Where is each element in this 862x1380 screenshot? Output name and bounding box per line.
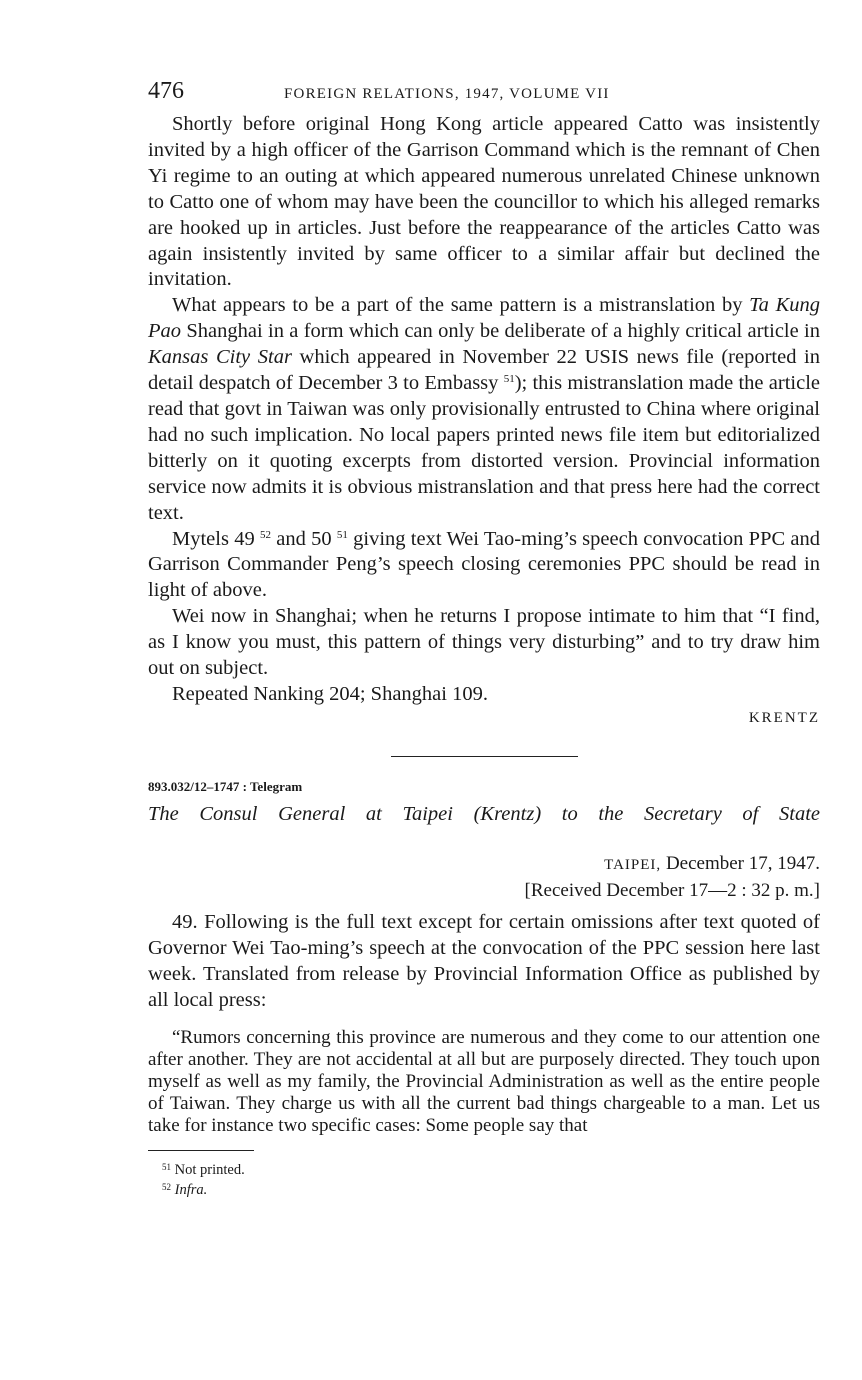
footnote-number: 52 [162,1182,171,1193]
signature: KRENTZ [748,709,820,726]
paragraph: Wei now in Shanghai; when he returns I propose intimate to him that “I find, as I know you must, this pattern of things very disturbing” and to try draw him out on subject. [148,605,820,680]
text-run: which appeared in November 22 USIS news file (reported in detail despatch of December 3 to Embassy [148,346,820,395]
paragraph: “Rumors concerning this province are numerous and they come to our attention one after another. They are not accidental at all but are purposely directed. They touch upon myself as well as my family, the Provincial Administration as well as the entire people of Taiwan. They charge us with all the current bad things chargeable to a man. Let us take for instance two specific cases: Some people say that [148,1027,820,1136]
text-run: Shanghai in a form which can only be deliberate of a highly critical article in [181,320,820,343]
place: TAIPEI, [604,856,662,873]
newspaper-name: Kansas City Star [148,346,292,369]
footnote [162,1159,820,1179]
footnote-text: Infra. [174,1182,208,1199]
newspaper-name: Ta Kung Pao [148,294,820,343]
date: December 17, 1947. [665,852,820,874]
footnote-number: 51 [162,1162,171,1173]
telegram-body-continued [148,112,820,708]
page-number: 476 [148,78,184,104]
paragraph: 49. Following is the full text except for certain omissions after text quoted of Governor Wei Tao-ming’s speech at the convocation of the PPC session here last week. Translated from release by Provincial Information Office as published by all local press: [148,910,820,1011]
telegram-body [148,910,820,1014]
footnote-divider [148,1150,254,1151]
text-run: What appears to be a part of the same pattern is a mistranslation by [172,294,750,317]
footnote-ref[interactable]: 51 [503,373,515,386]
document-title: The Consul General at Taipei (Krentz) to the Secretary of State [148,802,820,825]
footnote-text: Not printed. [174,1162,245,1179]
footnote-ref[interactable]: 51 [336,528,348,541]
document-page [148,78,820,1199]
footnotes [148,1159,820,1199]
text-run: and 50 [270,527,332,550]
footnote-ref[interactable]: 52 [259,528,271,541]
section-divider [391,756,578,757]
quoted-speech [148,1027,820,1136]
file-reference: 893.032/12–1747 : Telegram [148,778,303,794]
text-run: giving text Wei Tao-ming’s speech convocation PPC and Garrison Commander Peng’s speech closing ceremonies PPC should be read in light of above. [148,527,821,602]
paragraph: Shortly before original Hong Kong article appeared Catto was insistently invited by a high officer of the Garrison Command which is the remnant of Chen Yi regime to an outing at which appeared numerous unrelated Chinese unknown to Catto one of whom may have been the councillor to which his alleged remarks are hooked up in articles. Just before the reappearance of the articles Catto was again insistently invited by same officer to a similar affair but declined the invitation. [148,113,820,291]
text-run: ); this mistranslation made the article read that govt in Taiwan was only provisionally entrusted to China where original had no such implication. No local papers printed news file item but editorialized bitterly on it quoting excerpts from distorted version. Provincial information service now admits it is obvious mistranslation and that press here had the correct text. [148,372,820,524]
running-title: FOREIGN RELATIONS, 1947, VOLUME VII [284,86,610,102]
date-sent [148,851,820,878]
dateline [148,851,820,903]
page-header [148,78,820,112]
text-run: Mytels 49 [172,527,255,550]
paragraph: Repeated Nanking 204; Shanghai 109. [172,682,488,705]
footnote [162,1179,820,1199]
paragraph [148,527,820,605]
paragraph [148,293,820,526]
received-line: [Received December 17—2 : 32 p. m.] [524,879,820,901]
